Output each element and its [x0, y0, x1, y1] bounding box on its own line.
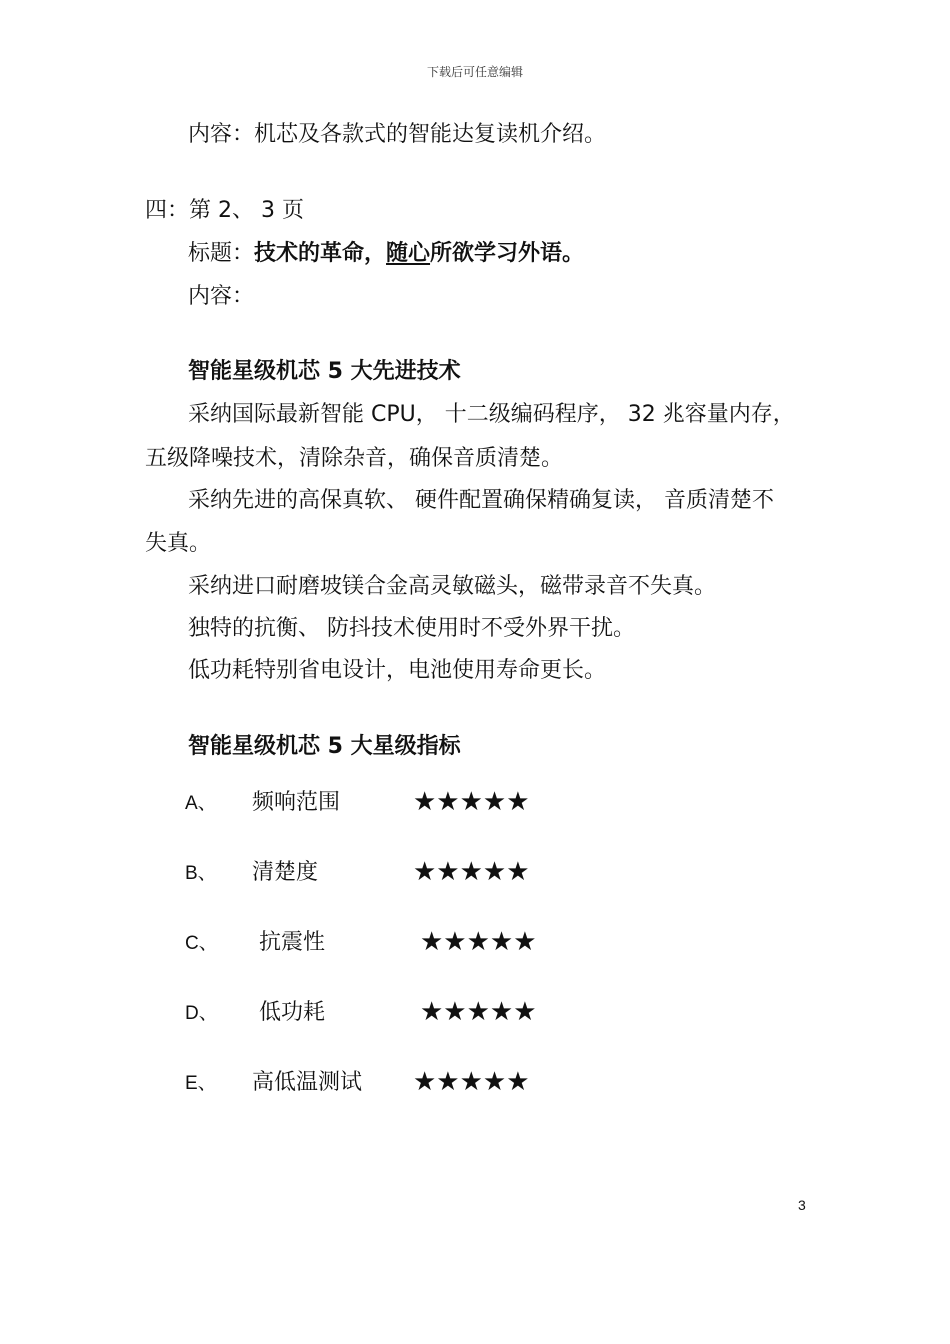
indicator-stars-a: ★★★★★ [413, 787, 530, 817]
tech-paragraph-2-line-2: 失真。 [145, 531, 212, 556]
indicator-letter-d: D、 [185, 1003, 218, 1024]
indicator-name-b: 清楚度 [252, 860, 319, 885]
indicator-stars-e: ★★★★★ [413, 1067, 530, 1097]
page-header: 下载后可任意编辑 [426, 65, 523, 79]
title-part1: 技术的革命， [254, 241, 387, 266]
indicator-name-d: 低功耗 [259, 1000, 326, 1025]
indicator-letter-b: B、 [185, 863, 217, 884]
indicator-stars-b: ★★★★★ [413, 857, 530, 887]
indicator-stars-c: ★★★★★ [420, 927, 537, 957]
title-underlined: 随心 [386, 241, 431, 266]
section-four-title [188, 243, 584, 265]
indicator-letter-c: C、 [185, 933, 218, 954]
section-four-content-label: 内容： [188, 284, 255, 309]
indicator-name-a: 频响范围 [252, 790, 341, 815]
page-number: 3 [798, 1197, 806, 1213]
tech-paragraph-3: 采纳进口耐磨坡镁合金高灵敏磁头，磁带录音不失真。 [188, 574, 717, 599]
title-label: 标题： [188, 241, 255, 266]
intro-content: 内容：机芯及各款式的智能达复读机介绍。 [188, 122, 607, 147]
indicators-heading: 智能星级机芯 5 大星级指标 [188, 734, 461, 759]
indicator-stars-d: ★★★★★ [420, 997, 537, 1027]
indicator-letter-a: A、 [185, 793, 217, 814]
indicator-name-c: 抗震性 [259, 930, 326, 955]
tech-paragraph-1-line-2: 五级降噪技术，清除杂音，确保音质清楚。 [145, 446, 564, 471]
tech-paragraph-5: 低功耗特别省电设计，电池使用寿命更长。 [188, 658, 607, 683]
tech-paragraph-4: 独特的抗衡、 防抖技术使用时不受外界干扰。 [188, 616, 635, 641]
indicator-letter-e: E、 [185, 1073, 217, 1094]
section-four-label: 四：第 2、 3 页 [145, 198, 304, 223]
tech-paragraph-2-line-1: 采纳先进的高保真软、 硬件配置确保精确复读， 音质清楚不 [188, 488, 774, 513]
tech-heading: 智能星级机芯 5 大先进技术 [188, 359, 461, 384]
indicator-name-e: 高低温测试 [252, 1070, 363, 1095]
title-part2: 所欲学习外语。 [430, 241, 585, 266]
tech-paragraph-1-line-1: 采纳国际最新智能 CPU， 十二级编码程序， 32 兆容量内存， [188, 402, 795, 427]
